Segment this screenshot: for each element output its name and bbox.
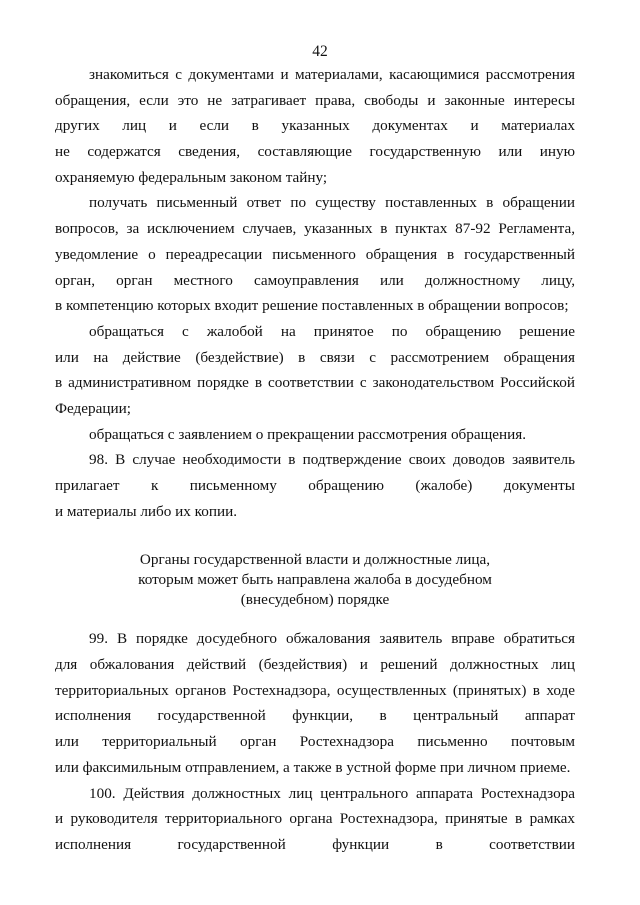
page-number: 42 <box>312 43 328 60</box>
document-body <box>55 62 575 858</box>
text-line: 98. В случае необходимости в подтверждение своих доводов заявитель <box>89 451 575 469</box>
text-line: орган, орган местного самоуправления или должностному лицу, <box>55 271 575 289</box>
text-line: вопросов, за исключением случаев, указанных в пунктах 87-92 Регламента, <box>55 220 575 238</box>
text-line: 100. Действия должностных лиц центрального аппарата Ростехнадзора <box>89 784 575 802</box>
text-line: охраняемую федеральным законом тайну; <box>55 168 328 186</box>
text-line: уведомление о переадресации письменного обращения в государственный <box>55 245 575 263</box>
text-line: исполнения государственной функции в соответствии <box>55 835 575 853</box>
text-line: 99. В порядке досудебного обжалования заявитель вправе обратиться <box>89 630 575 648</box>
text-line: других лиц и если в указанных документах и материалах <box>55 117 575 135</box>
text-line: знакомиться с документами и материалами, касающимися рассмотрения <box>89 66 575 83</box>
text-line: обращаться с заявлением о прекращении рассмотрения обращения. <box>89 425 527 443</box>
section-gap <box>55 610 575 626</box>
text-line: исполнения государственной функции, в центральный аппарат <box>55 707 575 725</box>
text-line: территориальных органов Ростехнадзора, осуществленных (принятых) в ходе <box>55 681 575 699</box>
heading-line: Органы государственной власти и должностные лица, <box>139 551 491 569</box>
text-line: прилагает к письменному обращению (жалобе) документы <box>55 477 575 494</box>
text-line: не содержатся сведения, составляющие государственную или иную <box>55 143 575 161</box>
text-line: в компетенцию которых входит решение поставленных в обращении вопросов; <box>55 297 569 315</box>
section-heading <box>55 550 575 610</box>
text-line: обращаться с жалобой на принятое по обращению решение <box>89 322 575 340</box>
text-line: обращения, если это не затрагивает права, свободы и законные интересы <box>55 91 575 109</box>
heading-line: которым может быть направлена жалоба в досудебном <box>138 571 492 589</box>
text-line: для обжалования действий (бездействия) и решений должностных лиц <box>55 656 575 674</box>
text-line: или территориальный орган Ростехнадзора письменно почтовым <box>55 733 575 751</box>
section-gap <box>55 524 575 550</box>
text-line: и руководителя территориального органа Ростехнадзора, принятые в рамках <box>55 810 575 828</box>
text-line: или факсимильным отправлением, а также в устной форме при личном приеме. <box>55 758 571 776</box>
text-line: Федерации; <box>55 399 131 417</box>
text-line: или на действие (бездействие) в связи с рассмотрением обращения <box>55 348 575 366</box>
text-line: в административном порядке в соответствии с законодательством Российской <box>55 374 575 392</box>
text-line: получать письменный ответ по существу поставленных в обращении <box>89 194 575 212</box>
heading-line: (внесудебном) порядке <box>240 591 390 609</box>
text-line: и материалы либо их копии. <box>55 502 238 520</box>
